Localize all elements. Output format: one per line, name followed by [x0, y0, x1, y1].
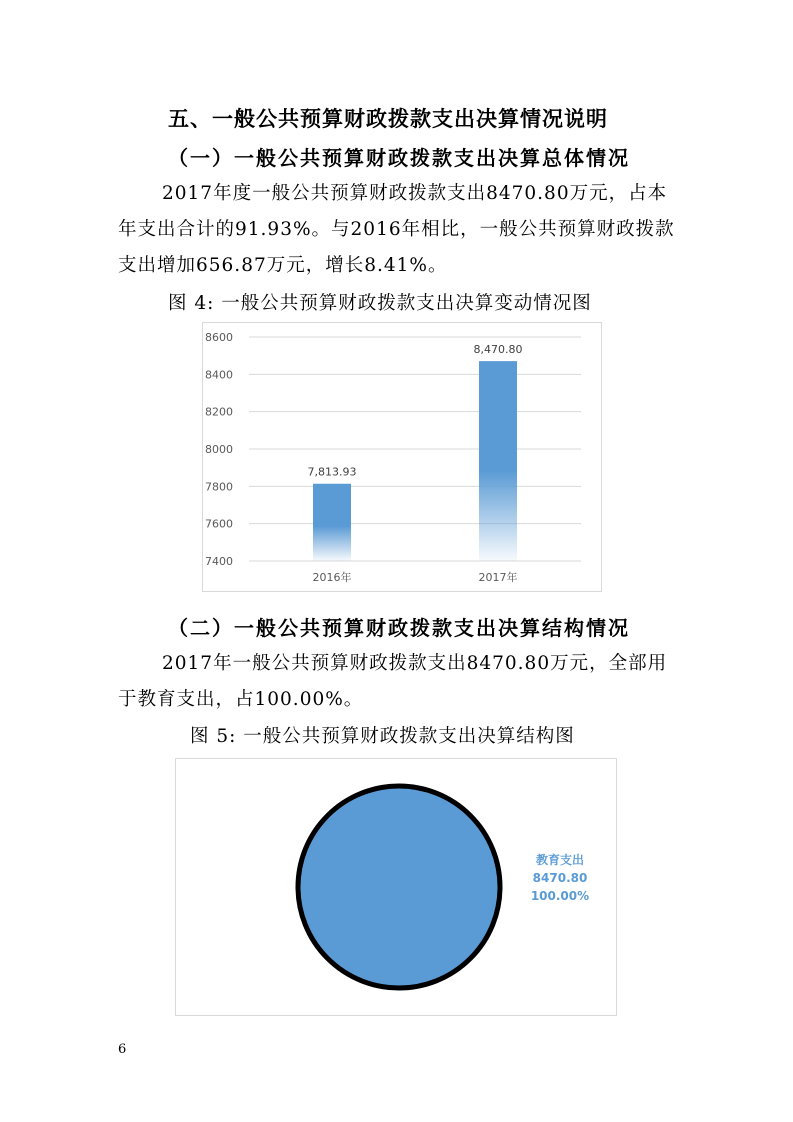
data-label: 7,813.93 [307, 465, 357, 479]
y-tick-label: 8200 [205, 405, 233, 419]
data-label: 8,470.80 [473, 343, 523, 357]
y-tick-label: 8600 [205, 331, 233, 344]
subsection-2-title: （二）一般公共预算财政拨款支出决算结构情况 [168, 616, 630, 640]
pie-slice [298, 786, 500, 988]
pie-label-label: 教育支出 [535, 853, 585, 867]
subsection-1-title: （一）一般公共预算财政拨款支出决算总体情况 [168, 146, 630, 170]
x-tick-label: 2017年 [478, 571, 518, 584]
section-title: 五、一般公共预算财政拨款支出决算情况说明 [168, 106, 608, 131]
y-tick-label: 8000 [205, 443, 233, 456]
y-tick-label: 7800 [205, 480, 233, 494]
y-tick-label: 7600 [205, 517, 233, 531]
subsection-2-paragraph: 2017年一般公共预算财政拨款支出8470.80万元，全部用于教育支出，占100.00%。 [118, 653, 668, 710]
y-tick-label: 7400 [205, 555, 233, 568]
bar-chart [203, 323, 601, 591]
bar-chart-container [202, 322, 602, 592]
pie-label-value-label: 8470.80 [532, 871, 588, 885]
subsection-1-paragraph: 2017年度一般公共预算财政拨款支出8470.80万元，占本年支出合计的91.93%。与2016年相比，一般公共预算财政拨款支出增加656.87万元，增长8.41%。 [118, 183, 675, 276]
pie-chart-container [175, 758, 617, 1016]
y-tick-label: 8400 [205, 368, 233, 382]
bar [313, 484, 351, 561]
bar [479, 361, 517, 561]
page-number: 6 [118, 1042, 127, 1057]
pie-label-percent-label: 100.00% [530, 889, 590, 903]
figure-4-caption: 图 4: 一般公共预算财政拨款支出决算变动情况图 [168, 293, 592, 314]
pie-chart [176, 759, 616, 1015]
x-tick-label: 2016年 [312, 571, 352, 584]
figure-5-caption: 图 5: 一般公共预算财政拨款支出决算结构图 [190, 726, 575, 747]
